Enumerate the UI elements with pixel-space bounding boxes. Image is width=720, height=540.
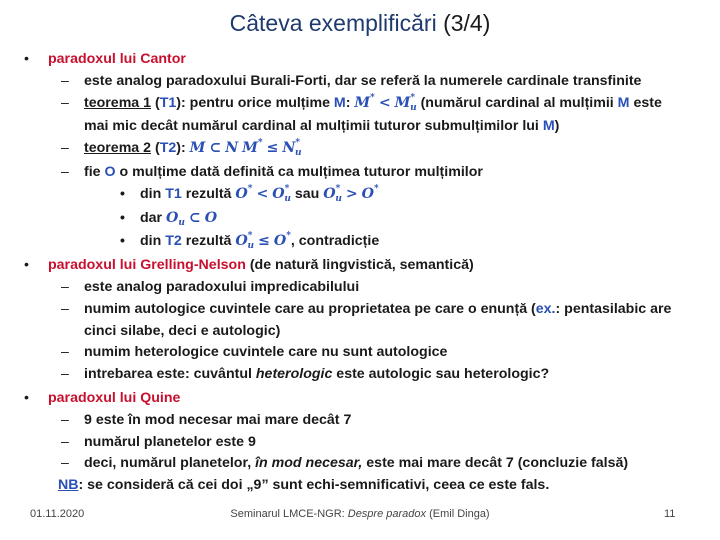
- text-fragment: heterologic: [255, 366, 333, 383]
- text-fragment: în mod necesar,: [255, 455, 363, 472]
- text-fragment: fie: [84, 163, 105, 180]
- dash-marker: –: [61, 300, 69, 317]
- text-fragment: numim heterologice cuvintele care nu sunt autologice: [84, 344, 448, 361]
- dash-marker: –: [61, 366, 69, 383]
- bullet-marker: •: [24, 389, 29, 406]
- footer-date: 01.11.2020: [30, 508, 85, 520]
- text-fragment: numărul planetelor este 9: [84, 433, 256, 450]
- text-fragment: numim autologice cuvintele care au proprietatea pe care o enunță (: [84, 300, 536, 317]
- text-fragment: mai mic decât numărul cardinal al mulțimii tuturor submulțimilor lui: [84, 118, 543, 135]
- page-number: 11: [664, 508, 676, 520]
- text-fragment: (: [151, 94, 160, 111]
- cantor-item-4: [18, 162, 708, 184]
- slide-title: [0, 10, 720, 37]
- dash-marker: –: [61, 94, 69, 111]
- set-m: M: [333, 94, 346, 111]
- quine-heading: paradoxul lui Quine: [48, 389, 181, 406]
- formula-t2: M ⊂ N $M^* \le N^*_u$: [189, 138, 302, 159]
- text-fragment: este mai mare decât 7 (concluzie falsă): [362, 455, 629, 472]
- footer-author: (Emil Dinga): [426, 508, 490, 520]
- cantor-sub-1: [18, 184, 708, 208]
- grelling-item-2: [18, 299, 708, 321]
- footer-topic: Despre paradox: [347, 508, 427, 520]
- bullet-grelling: [18, 255, 708, 277]
- cantor-item-2-cont: [18, 116, 708, 138]
- text-fragment: deci, numărul planetelor,: [84, 455, 256, 472]
- title-count: (3/4): [443, 10, 491, 36]
- bullet-marker: •: [24, 51, 29, 67]
- cantor-item-1: [18, 71, 708, 93]
- dash-marker: –: [61, 72, 69, 89]
- grelling-item-2-cont: [18, 321, 708, 343]
- grelling-item-1: [18, 277, 708, 299]
- dash-marker: –: [61, 278, 69, 295]
- theorem-1-label: teorema 1: [84, 94, 152, 111]
- formula-s2: $O_u$ ⊂ O: [166, 209, 218, 228]
- text-fragment: (numărul cardinal al mulțimii: [416, 94, 618, 111]
- cantor-sub-2: [18, 208, 708, 232]
- text-fragment: dar: [140, 209, 167, 226]
- text-fragment: rezultă: [181, 185, 236, 202]
- text-fragment: este: [629, 94, 662, 111]
- cantor-heading: paradoxul lui Cantor: [48, 51, 186, 67]
- formula-t1: $M^* < M^*_u$: [354, 92, 417, 113]
- dash-marker: –: [61, 455, 69, 472]
- bullet-marker: •: [24, 257, 29, 274]
- t2-code: T2: [159, 140, 177, 157]
- cantor-item-1-text: este analog paradoxului Burali-Forti, dar se referă la numerele cardinale transfinite: [84, 72, 642, 89]
- nb-note: [18, 475, 708, 497]
- footer-prefix: Seminarul LMCE-NGR:: [230, 508, 348, 520]
- cantor-item-2: [18, 93, 708, 117]
- quine-item-2: [18, 432, 708, 454]
- text-fragment: 9 este în mod necesar mai mare decât 7: [84, 411, 352, 428]
- text-fragment: ): [554, 118, 560, 135]
- text-fragment: (: [151, 140, 160, 157]
- theorem-2-label: teorema 2: [84, 140, 152, 157]
- text-fragment: sau: [290, 185, 324, 202]
- dash-marker: –: [61, 140, 69, 157]
- text-fragment: intrebarea este: cuvântul: [84, 366, 256, 383]
- bullet-quine: [18, 388, 708, 410]
- text-fragment: ): pentru orice mulțime: [176, 94, 334, 111]
- set-m: M: [542, 118, 555, 135]
- text-fragment: cinci silabe, deci e autologic): [84, 322, 281, 339]
- text-fragment: :: [345, 94, 355, 111]
- grelling-item-4: [18, 364, 708, 386]
- text-fragment: din: [140, 233, 166, 250]
- footer-seminar: [0, 508, 720, 520]
- formula-s1b: $O^*_u > O^*$: [323, 183, 379, 204]
- grelling-heading: paradoxul lui Grelling-Nelson: [48, 257, 246, 274]
- text-fragment: : pentasilabic are: [555, 300, 672, 317]
- text-fragment: este analog paradoxului impredicabilului: [84, 278, 360, 295]
- text-fragment: , contradicție: [290, 233, 380, 250]
- cantor-item-3: [18, 138, 708, 162]
- t2-code: T2: [165, 233, 182, 250]
- bullet-marker: •: [120, 209, 125, 226]
- text-fragment: rezultă: [181, 233, 236, 250]
- formula-s1a: $O^* < O^*_u$: [235, 183, 291, 204]
- example-label: ex.: [535, 300, 556, 317]
- bullet-marker: •: [120, 185, 125, 202]
- title-text: Câteva exemplificări: [229, 10, 437, 36]
- formula-s3: $O^*_u \le O^*$: [235, 231, 291, 252]
- dash-marker: –: [61, 433, 69, 450]
- dash-marker: –: [61, 344, 69, 361]
- slide-body: [18, 49, 708, 497]
- set-m: M: [617, 94, 630, 111]
- text-fragment: o mulțime dată definită ca mulțimea tuturor mulțimilor: [115, 163, 483, 180]
- nb-text: : se consideră că cei doi „9” sunt echi-semnificativi, ceea ce este fals.: [78, 477, 550, 494]
- dash-marker: –: [61, 163, 69, 180]
- t1-code: T1: [159, 94, 177, 111]
- t1-code: T1: [165, 185, 182, 202]
- text-fragment: este autologic sau heterologic?: [332, 366, 550, 383]
- text-fragment: din: [140, 185, 166, 202]
- text-fragment: (de natură lingvistică, semantică): [245, 257, 474, 274]
- cantor-sub-3: [18, 231, 708, 255]
- grelling-item-3: [18, 342, 708, 364]
- text-fragment: ):: [176, 140, 190, 157]
- bullet-marker: •: [120, 233, 125, 250]
- nb-label: NB: [58, 477, 79, 494]
- quine-item-3: [18, 453, 708, 475]
- bullet-cantor: [18, 49, 708, 71]
- dash-marker: –: [61, 411, 69, 428]
- quine-item-1: [18, 410, 708, 432]
- set-o: O: [104, 163, 116, 180]
